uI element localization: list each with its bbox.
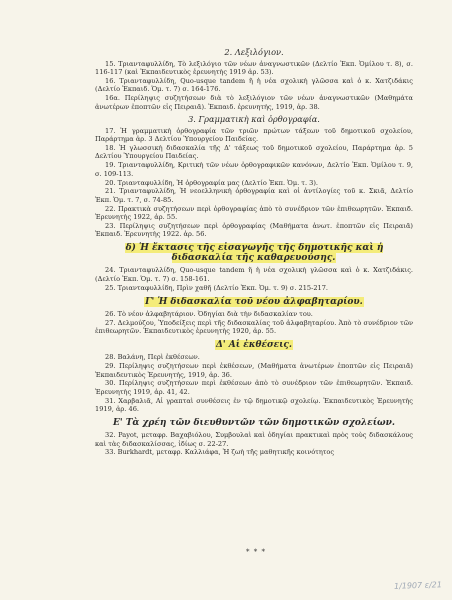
section-heading: [95, 243, 413, 263]
ornament-stars: * * *: [246, 548, 266, 556]
entry: 33. Burkhardt, μεταφρ. Καλλιάφα, Ἡ ζωὴ τῆς μαθητικῆς κοινότητος: [105, 448, 335, 457]
entry: 16. Τριανταφυλλίδη, Quo-usque tandem ἢ ἡ νέα σχολικὴ γλῶσσα καὶ ὁ κ. Χατζιδάκις (Δελτίο Ἐκπαιδ. Ὁμ. τ. 7) σ. 164-176.: [95, 77, 413, 94]
entry: 26. Τὸ νέον ἀλφαβητάριον. Ὁδηγίαι διὰ τὴν διδασκαλίαν του.: [105, 309, 313, 318]
entry: 24. Τριανταφυλλίδη, Quo-usque tandem ἢ ἡ νέα σχολικὴ γλῶσσα καὶ ὁ κ. Χατζιδάκις. (Δελτίο Ἐκπ. Ὁμ. τ. 7) σ. 158-161.: [95, 266, 413, 283]
highlighted-heading: Δ' Αἱ ἐκθέσεις.: [215, 340, 293, 351]
section-heading: Ε' Τὰ χρέη τῶν διευθυντῶν τῶν δημοτικῶν σχολείων.: [112, 418, 395, 429]
entry: 31. Χαρβαλιᾶ, Αἱ γραπταὶ συνθέσεις ἐν τῷ δημοτικῷ σχολείῳ. Ἐκπαιδευτικὸς Ἐρευνητὴς 1919, ἀρ. 46.: [95, 396, 413, 413]
entry: 25. Τριανταφυλλίδη, Πρὶν χαθῆ (Δελτίο Ἐκπ. Ὁμ. τ. 9) σ. 215-217.: [105, 283, 328, 292]
entry: 22. Πρακτικὰ συζητήσεων περὶ ὀρθογραφίας ἀπὸ τὸ συνέδριον τῶν ἐπιθεωρητῶν. Ἐκπαιδ. Ἐρευνητὴς 1922, ἀρ. 55.: [95, 204, 413, 221]
entry: 30. Περίληψις συζητήσεων περὶ ἐκθέσεων ἀπὸ τὸ συνέδριον τῶν ἐπιθεωρητῶν. Ἐκπαιδ. Ἐρευνητὴς 1919, ἀρ. 41, 42.: [95, 379, 413, 396]
handwritten-note: 1/1907 ε/21: [393, 580, 443, 591]
entry: 16α. Περίληψις συζητήσεων διὰ τὸ λεξιλόγιον τῶν νέων ἀναγνωστικῶν (Μαθημάτα ἀνωτέρων ἐποπτῶν εἰς Πειραιᾶ). Ἐκπαιδ. ἐρευνητής, 1919, ἀρ. 38.: [95, 94, 413, 111]
entry: 19. Τριανταφυλλίδη, Κριτικὴ τῶν νέων ὀρθογραφικῶν κανόνων, Δελτίο Ἐκπ. Ὁμίλου τ. 9, σ. 109-113.: [95, 161, 413, 178]
entry: 29. Περίληψις συζητήσεων περὶ ἐκθέσεων, (Μαθήματα ἀνωτέρων ἐποπτῶν εἰς Πειραιᾶ) Ἐκπαιδευτικὸς Ἐρευνητής, 1919, ἀρ. 36.: [95, 362, 413, 379]
highlighted-heading: δ) Ἡ ἔκτασις τῆς εἰσαγωγῆς τῆς δημοτικῆς καὶ ἡ διδασκαλία τῆς καθαρευούσης.: [125, 243, 384, 264]
section-heading: [95, 297, 413, 307]
entry: 18. Ἡ γλωσσικὴ διδασκαλία τῆς Δ' τάξεως τοῦ δημοτικοῦ σχολείου, Παράρτημα ἀρ. 5 Δελτίου Ὑπουργείου Παιδείας.: [95, 144, 413, 161]
entry: 23. Περίληψις συζητήσεων περὶ ὀρθογραφίας (Μαθήματα ἀνωτ. ἐποπτῶν εἰς Πειραιᾶ) Ἐκπαιδ. Ἐρευνητὴς 1922. ἀρ. 56.: [95, 221, 413, 239]
entry: 20. Τριανταφυλλίδη, Ἡ ὀρθογραφία μας (Δελτίο Ἐκπ. Ὁμ. τ. 3).: [105, 178, 319, 187]
section-heading: 2. Λεξιλόγιον.: [224, 47, 284, 57]
section-heading: 3. Γραμματικὴ καὶ ὀρθογραφία.: [188, 113, 320, 124]
entry: 15. Τριανταφυλλίδη, Τὸ λεξιλόγιο τῶν νέων ἀναγνωστικῶν (Δελτίο Ἐκπ. Ὁμίλου τ. 8), σ. 116-117 (καὶ Ἐκπαιδευτικὸς ἐρευνητὴς 1919 ἀρ. 53).: [95, 60, 413, 77]
bibliography-content: [95, 44, 413, 457]
highlighted-heading: Γ' Ἡ διδασκαλία τοῦ νέου ἀλφαβηταρίου.: [145, 296, 363, 307]
entry: 28. Βαλάνη, Περὶ ἐκθέσεων.: [105, 353, 200, 362]
entry: 27. Δελμούζου, Ὑποδείξεις περὶ τῆς διδασκαλίας τοῦ ἀλφαβηταρίου. Ἀπὸ τὸ συνέδριον τῶν ἐπιθεωρητῶν. Ἐκπαιδευτικὸς ἐρευνητὴς 1920, ἀρ. 55.: [95, 318, 413, 336]
section-heading: [95, 340, 413, 350]
entry: 17. Ἡ γραμματικὴ ὀρθογραφία τῶν τριῶν πρώτων τάξεων τοῦ δημοτικοῦ σχολείου, Παράρτημα ἀρ. 3 Δελτίου Ὑπουργείου Παιδείας.: [95, 126, 413, 144]
entry: 21. Τριανταφυλλίδη, Ἡ νεοελληνικὴ ὀρθογραφία καὶ οἱ ἀντίλογίες τοῦ κ. Σκιᾶ, Δελτίο Ἐκπ. Ὁμ. τ. 7, σ. 74-85.: [95, 187, 413, 204]
entry: 32. Payot, μεταφρ. Βαχαβιόλου, Συμβουλαὶ καὶ ὁδηγίαι πρακτικαὶ πρὸς τοὺς διδασκάλους καὶ τὰς διδασκαλίσσας, ἰδίως σ. 22-27.: [95, 431, 413, 448]
